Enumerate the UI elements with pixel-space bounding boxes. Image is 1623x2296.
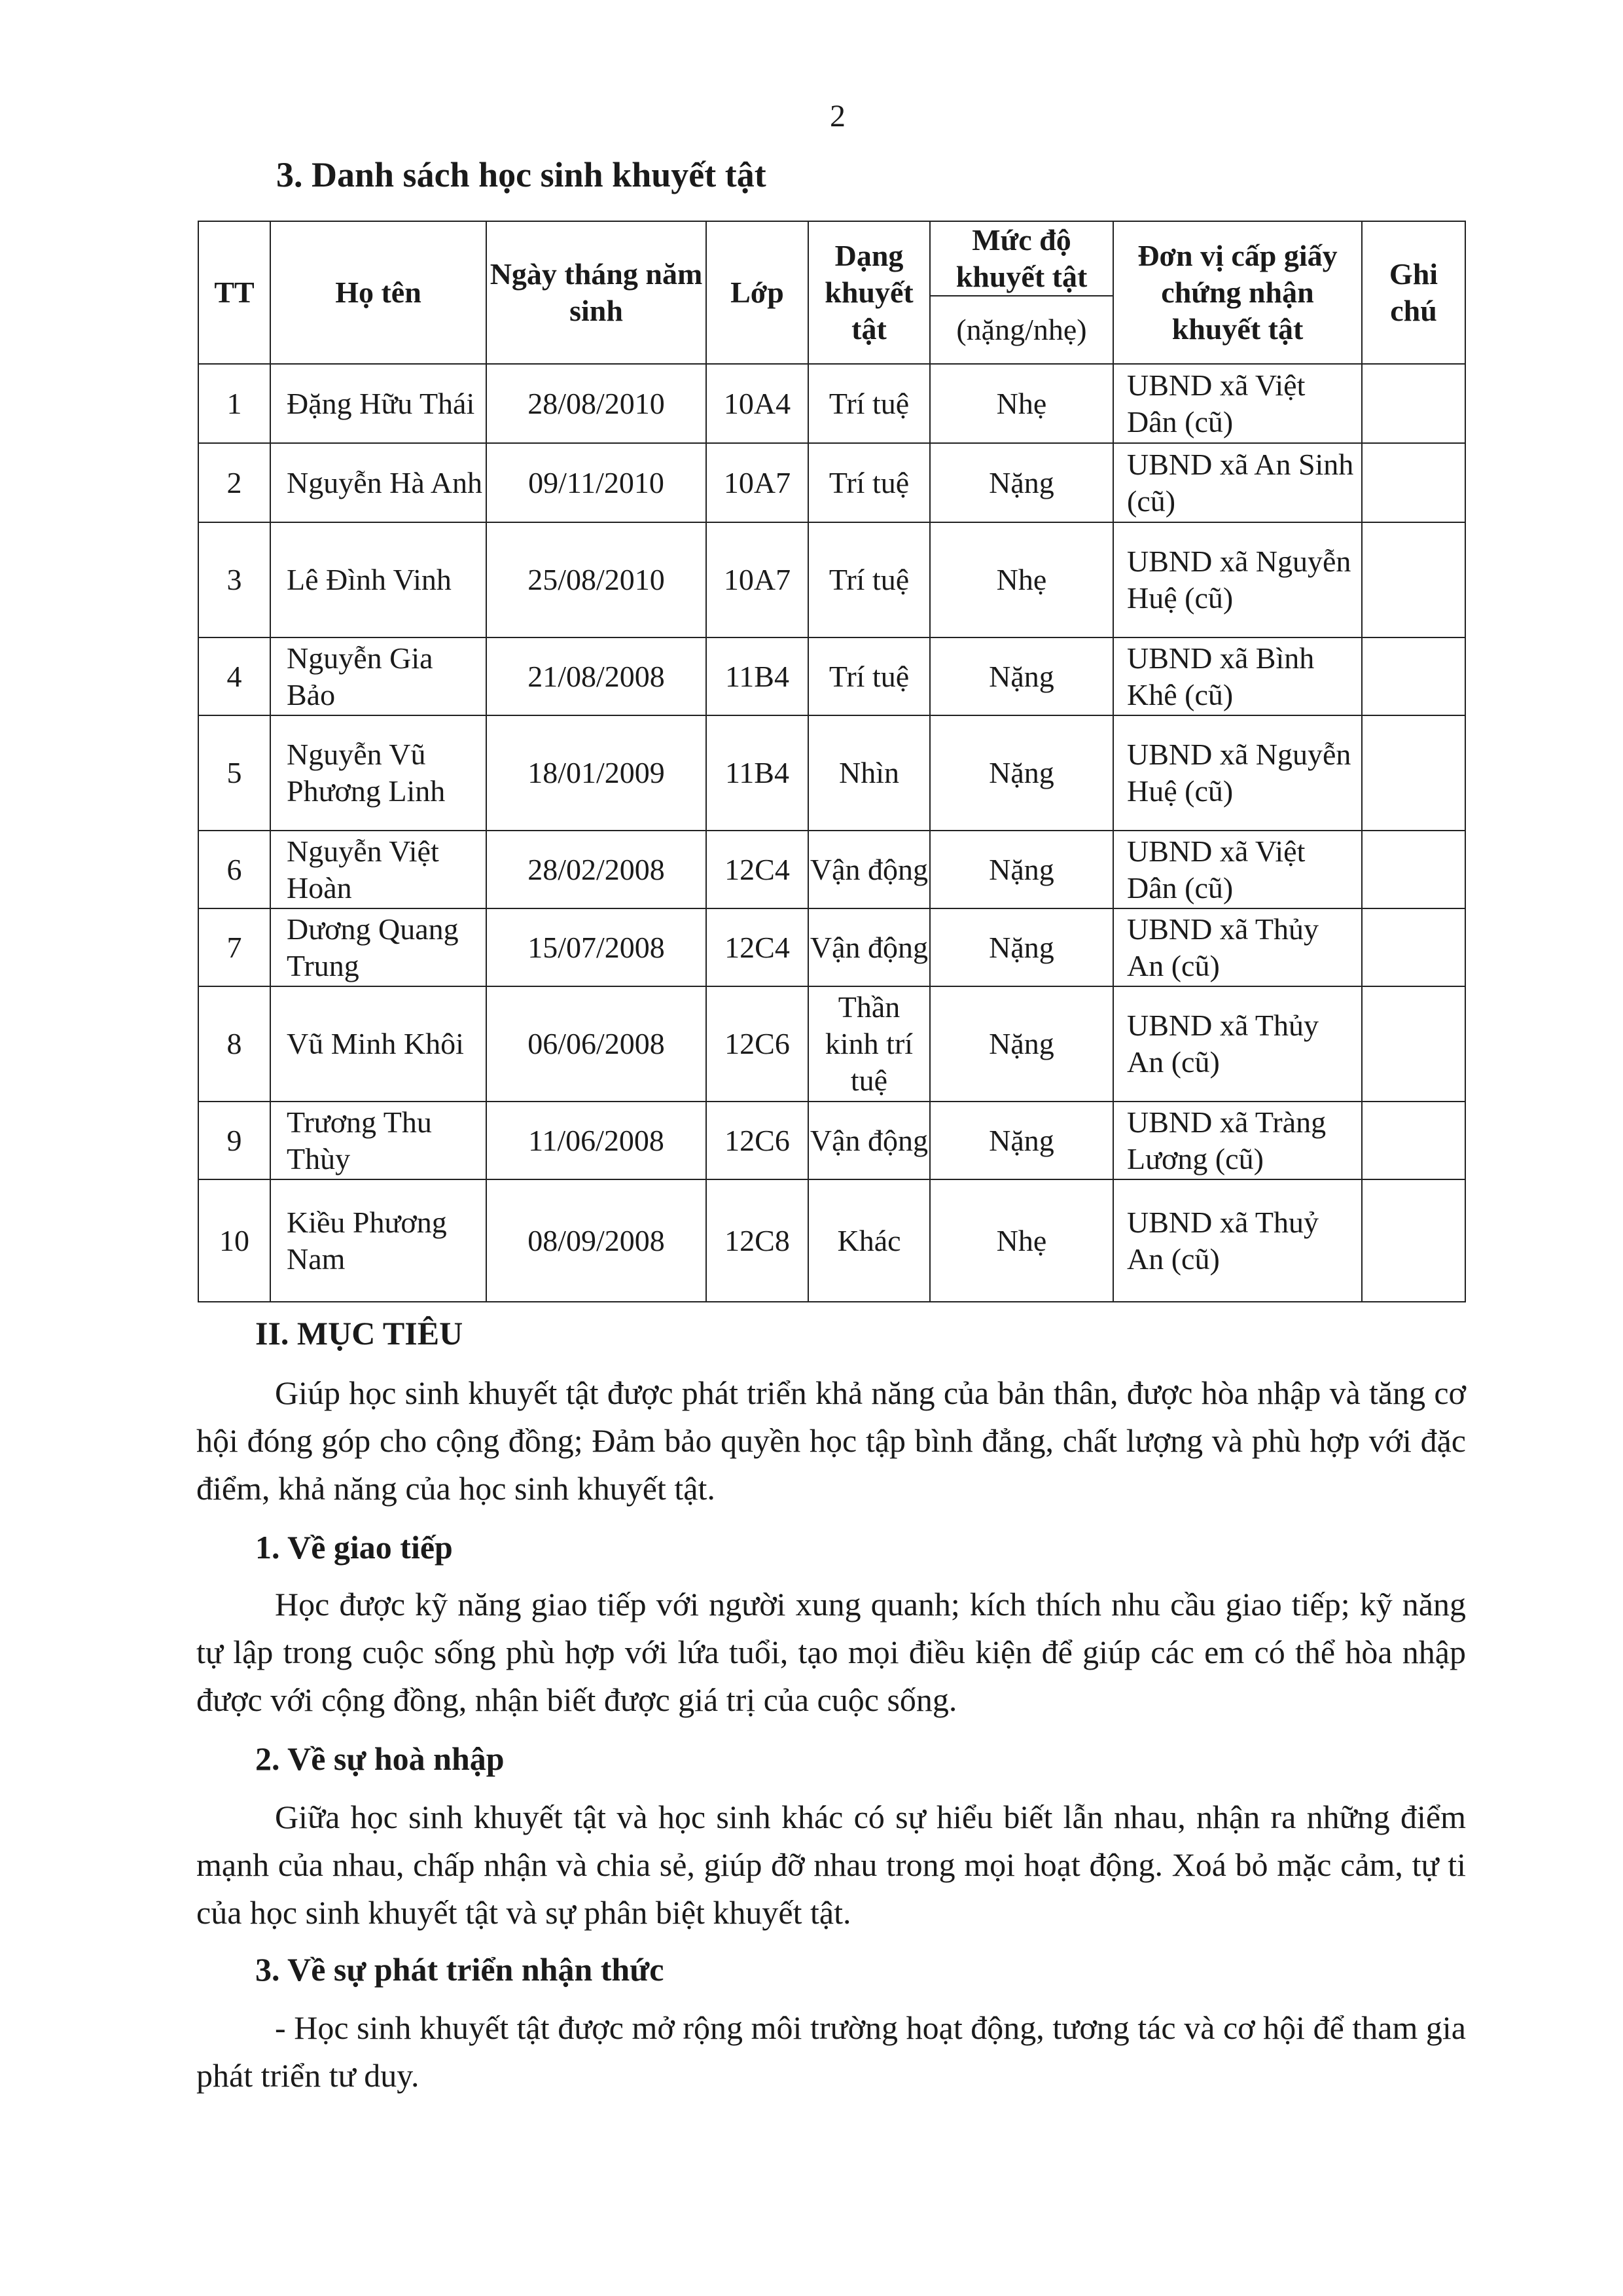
- table-header-row: [198, 221, 1465, 296]
- cell-name: Đặng Hữu Thái: [270, 364, 486, 443]
- cell-level: Nặng: [930, 715, 1113, 831]
- cell-unit: UBND xã Tràng Lương (cũ): [1113, 1102, 1362, 1179]
- cell-type: Trí tuệ: [808, 443, 930, 522]
- cell-note: [1362, 986, 1465, 1102]
- integration-heading: 2. Về sự hoà nhập: [255, 1740, 505, 1777]
- table-row: [198, 364, 1465, 443]
- header-level-sub: (nặng/nhẹ): [930, 296, 1113, 364]
- communication-heading: 1. Về giao tiếp: [255, 1529, 453, 1566]
- cell-dob: 28/02/2008: [486, 831, 706, 908]
- page-number: 2: [830, 99, 846, 134]
- cell-class: 12C4: [706, 908, 808, 986]
- cell-tt: 1: [198, 364, 270, 443]
- cell-dob: 11/06/2008: [486, 1102, 706, 1179]
- cell-level: Nặng: [930, 443, 1113, 522]
- cell-unit: UBND xã Thủy An (cũ): [1113, 986, 1362, 1102]
- table-row: [198, 831, 1465, 908]
- cell-unit: UBND xã Thuỷ An (cũ): [1113, 1179, 1362, 1302]
- cell-level: Nặng: [930, 831, 1113, 908]
- cell-type: Trí tuệ: [808, 522, 930, 637]
- cell-unit: UBND xã An Sinh (cũ): [1113, 443, 1362, 522]
- cell-level: Nặng: [930, 986, 1113, 1102]
- cell-unit: UBND xã Nguyễn Huệ (cũ): [1113, 522, 1362, 637]
- cell-unit: UBND xã Thủy An (cũ): [1113, 908, 1362, 986]
- cell-note: [1362, 364, 1465, 443]
- header-class: Lớp: [706, 221, 808, 364]
- cell-level: Nặng: [930, 908, 1113, 986]
- cognition-paragraph: - Học sinh khuyết tật được mở rộng môi trường hoạt động, tương tác và cơ hội để tham gia phát triển tư duy.: [196, 2009, 1466, 2094]
- cell-class: 12C8: [706, 1179, 808, 1302]
- cell-class: 11B4: [706, 715, 808, 831]
- cell-level: Nhẹ: [930, 522, 1113, 637]
- cell-class: 12C6: [706, 986, 808, 1102]
- header-unit: Đơn vị cấp giấy chứng nhận khuyết tật: [1113, 221, 1362, 364]
- table-row: [198, 522, 1465, 637]
- cell-name: Lê Đình Vinh: [270, 522, 486, 637]
- students-table: [198, 221, 1466, 1302]
- goals-heading: II. MỤC TIÊU: [255, 1315, 463, 1352]
- cell-class: 12C6: [706, 1102, 808, 1179]
- cell-note: [1362, 1179, 1465, 1302]
- table-row: [198, 986, 1465, 1102]
- cell-dob: 18/01/2009: [486, 715, 706, 831]
- cell-dob: 15/07/2008: [486, 908, 706, 986]
- cell-note: [1362, 715, 1465, 831]
- cell-note: [1362, 1102, 1465, 1179]
- cell-class: 11B4: [706, 637, 808, 715]
- header-tt: TT: [198, 221, 270, 364]
- cell-name: Vũ Minh Khôi: [270, 986, 486, 1102]
- cell-type: Nhìn: [808, 715, 930, 831]
- table-row: [198, 1179, 1465, 1302]
- cell-unit: UBND xã Việt Dân (cũ): [1113, 831, 1362, 908]
- cell-type: Khác: [808, 1179, 930, 1302]
- cell-name: Trương Thu Thùy: [270, 1102, 486, 1179]
- table-row: [198, 443, 1465, 522]
- header-note: Ghi chú: [1362, 221, 1465, 364]
- table-row: [198, 908, 1465, 986]
- cell-level: Nhẹ: [930, 1179, 1113, 1302]
- integration-paragraph: Giữa học sinh khuyết tật và học sinh khác có sự hiểu biết lẫn nhau, nhận ra những điểm mạnh của nhau, chấp nhận và chia sẻ, giúp đỡ nhau trong mọi hoạt động. Xoá bỏ mặc cảm, tự ti của học sinh khuyết tật và sự phân biệt khuyết tật.: [196, 1799, 1466, 1931]
- cell-tt: 4: [198, 637, 270, 715]
- cell-name: Nguyễn Gia Bảo: [270, 637, 486, 715]
- cell-unit: UBND xã Việt Dân (cũ): [1113, 364, 1362, 443]
- goals-intro-paragraph: Giúp học sinh khuyết tật được phát triển khả năng của bản thân, được hòa nhập và tăng cơ hội đóng góp cho cộng đồng; Đảm bảo quyền học tập bình đẳng, chất lượng và phù hợp với đặc điểm, khả năng của học sinh khuyết tật.: [196, 1374, 1466, 1507]
- cell-type: Trí tuệ: [808, 364, 930, 443]
- cell-class: 10A7: [706, 522, 808, 637]
- cell-note: [1362, 831, 1465, 908]
- header-name: Họ tên: [270, 221, 486, 364]
- cell-note: [1362, 522, 1465, 637]
- cell-dob: 09/11/2010: [486, 443, 706, 522]
- cell-dob: 25/08/2010: [486, 522, 706, 637]
- cell-tt: 8: [198, 986, 270, 1102]
- table-title: 3. Danh sách học sinh khuyết tật: [276, 155, 766, 194]
- cell-level: Nặng: [930, 1102, 1113, 1179]
- table-row: [198, 1102, 1465, 1179]
- cell-tt: 9: [198, 1102, 270, 1179]
- header-level: Mức độ khuyết tật: [930, 221, 1113, 296]
- cell-level: Nhẹ: [930, 364, 1113, 443]
- cell-unit: UBND xã Nguyễn Huệ (cũ): [1113, 715, 1362, 831]
- cell-name: Kiều Phương Nam: [270, 1179, 486, 1302]
- cell-class: 12C4: [706, 831, 808, 908]
- cell-type: Trí tuệ: [808, 637, 930, 715]
- cell-name: Nguyễn Vũ Phương Linh: [270, 715, 486, 831]
- cell-tt: 6: [198, 831, 270, 908]
- cell-tt: 2: [198, 443, 270, 522]
- cell-tt: 10: [198, 1179, 270, 1302]
- cell-name: Dương Quang Trung: [270, 908, 486, 986]
- cell-name: Nguyễn Hà Anh: [270, 443, 486, 522]
- table-row: [198, 715, 1465, 831]
- cell-note: [1362, 443, 1465, 522]
- cell-note: [1362, 908, 1465, 986]
- cell-level: Nặng: [930, 637, 1113, 715]
- cell-note: [1362, 637, 1465, 715]
- cognition-heading: 3. Về sự phát triển nhận thức: [255, 1951, 664, 1988]
- communication-paragraph: Học được kỹ năng giao tiếp với người xung quanh; kích thích nhu cầu giao tiếp; kỹ năng tự lập trong cuộc sống phù hợp với lứa tuổi, tạo mọi điều kiện để giúp các em có thể hòa nhập được với cộng đồng, nhận biết được giá trị của cuộc sống.: [196, 1586, 1466, 1718]
- cell-dob: 28/08/2010: [486, 364, 706, 443]
- cell-dob: 06/06/2008: [486, 986, 706, 1102]
- header-dob: Ngày tháng năm sinh: [486, 221, 706, 364]
- cell-dob: 21/08/2008: [486, 637, 706, 715]
- cell-class: 10A4: [706, 364, 808, 443]
- cell-type: Vận động: [808, 1102, 930, 1179]
- cell-type: Thần kinh trí tuệ: [808, 986, 930, 1102]
- cell-class: 10A7: [706, 443, 808, 522]
- table-row: [198, 637, 1465, 715]
- cell-tt: 5: [198, 715, 270, 831]
- cell-unit: UBND xã Bình Khê (cũ): [1113, 637, 1362, 715]
- cell-name: Nguyễn Việt Hoàn: [270, 831, 486, 908]
- cell-dob: 08/09/2008: [486, 1179, 706, 1302]
- cell-type: Vận động: [808, 831, 930, 908]
- cell-type: Vận động: [808, 908, 930, 986]
- header-type: Dạng khuyết tật: [808, 221, 930, 364]
- cell-tt: 3: [198, 522, 270, 637]
- cell-tt: 7: [198, 908, 270, 986]
